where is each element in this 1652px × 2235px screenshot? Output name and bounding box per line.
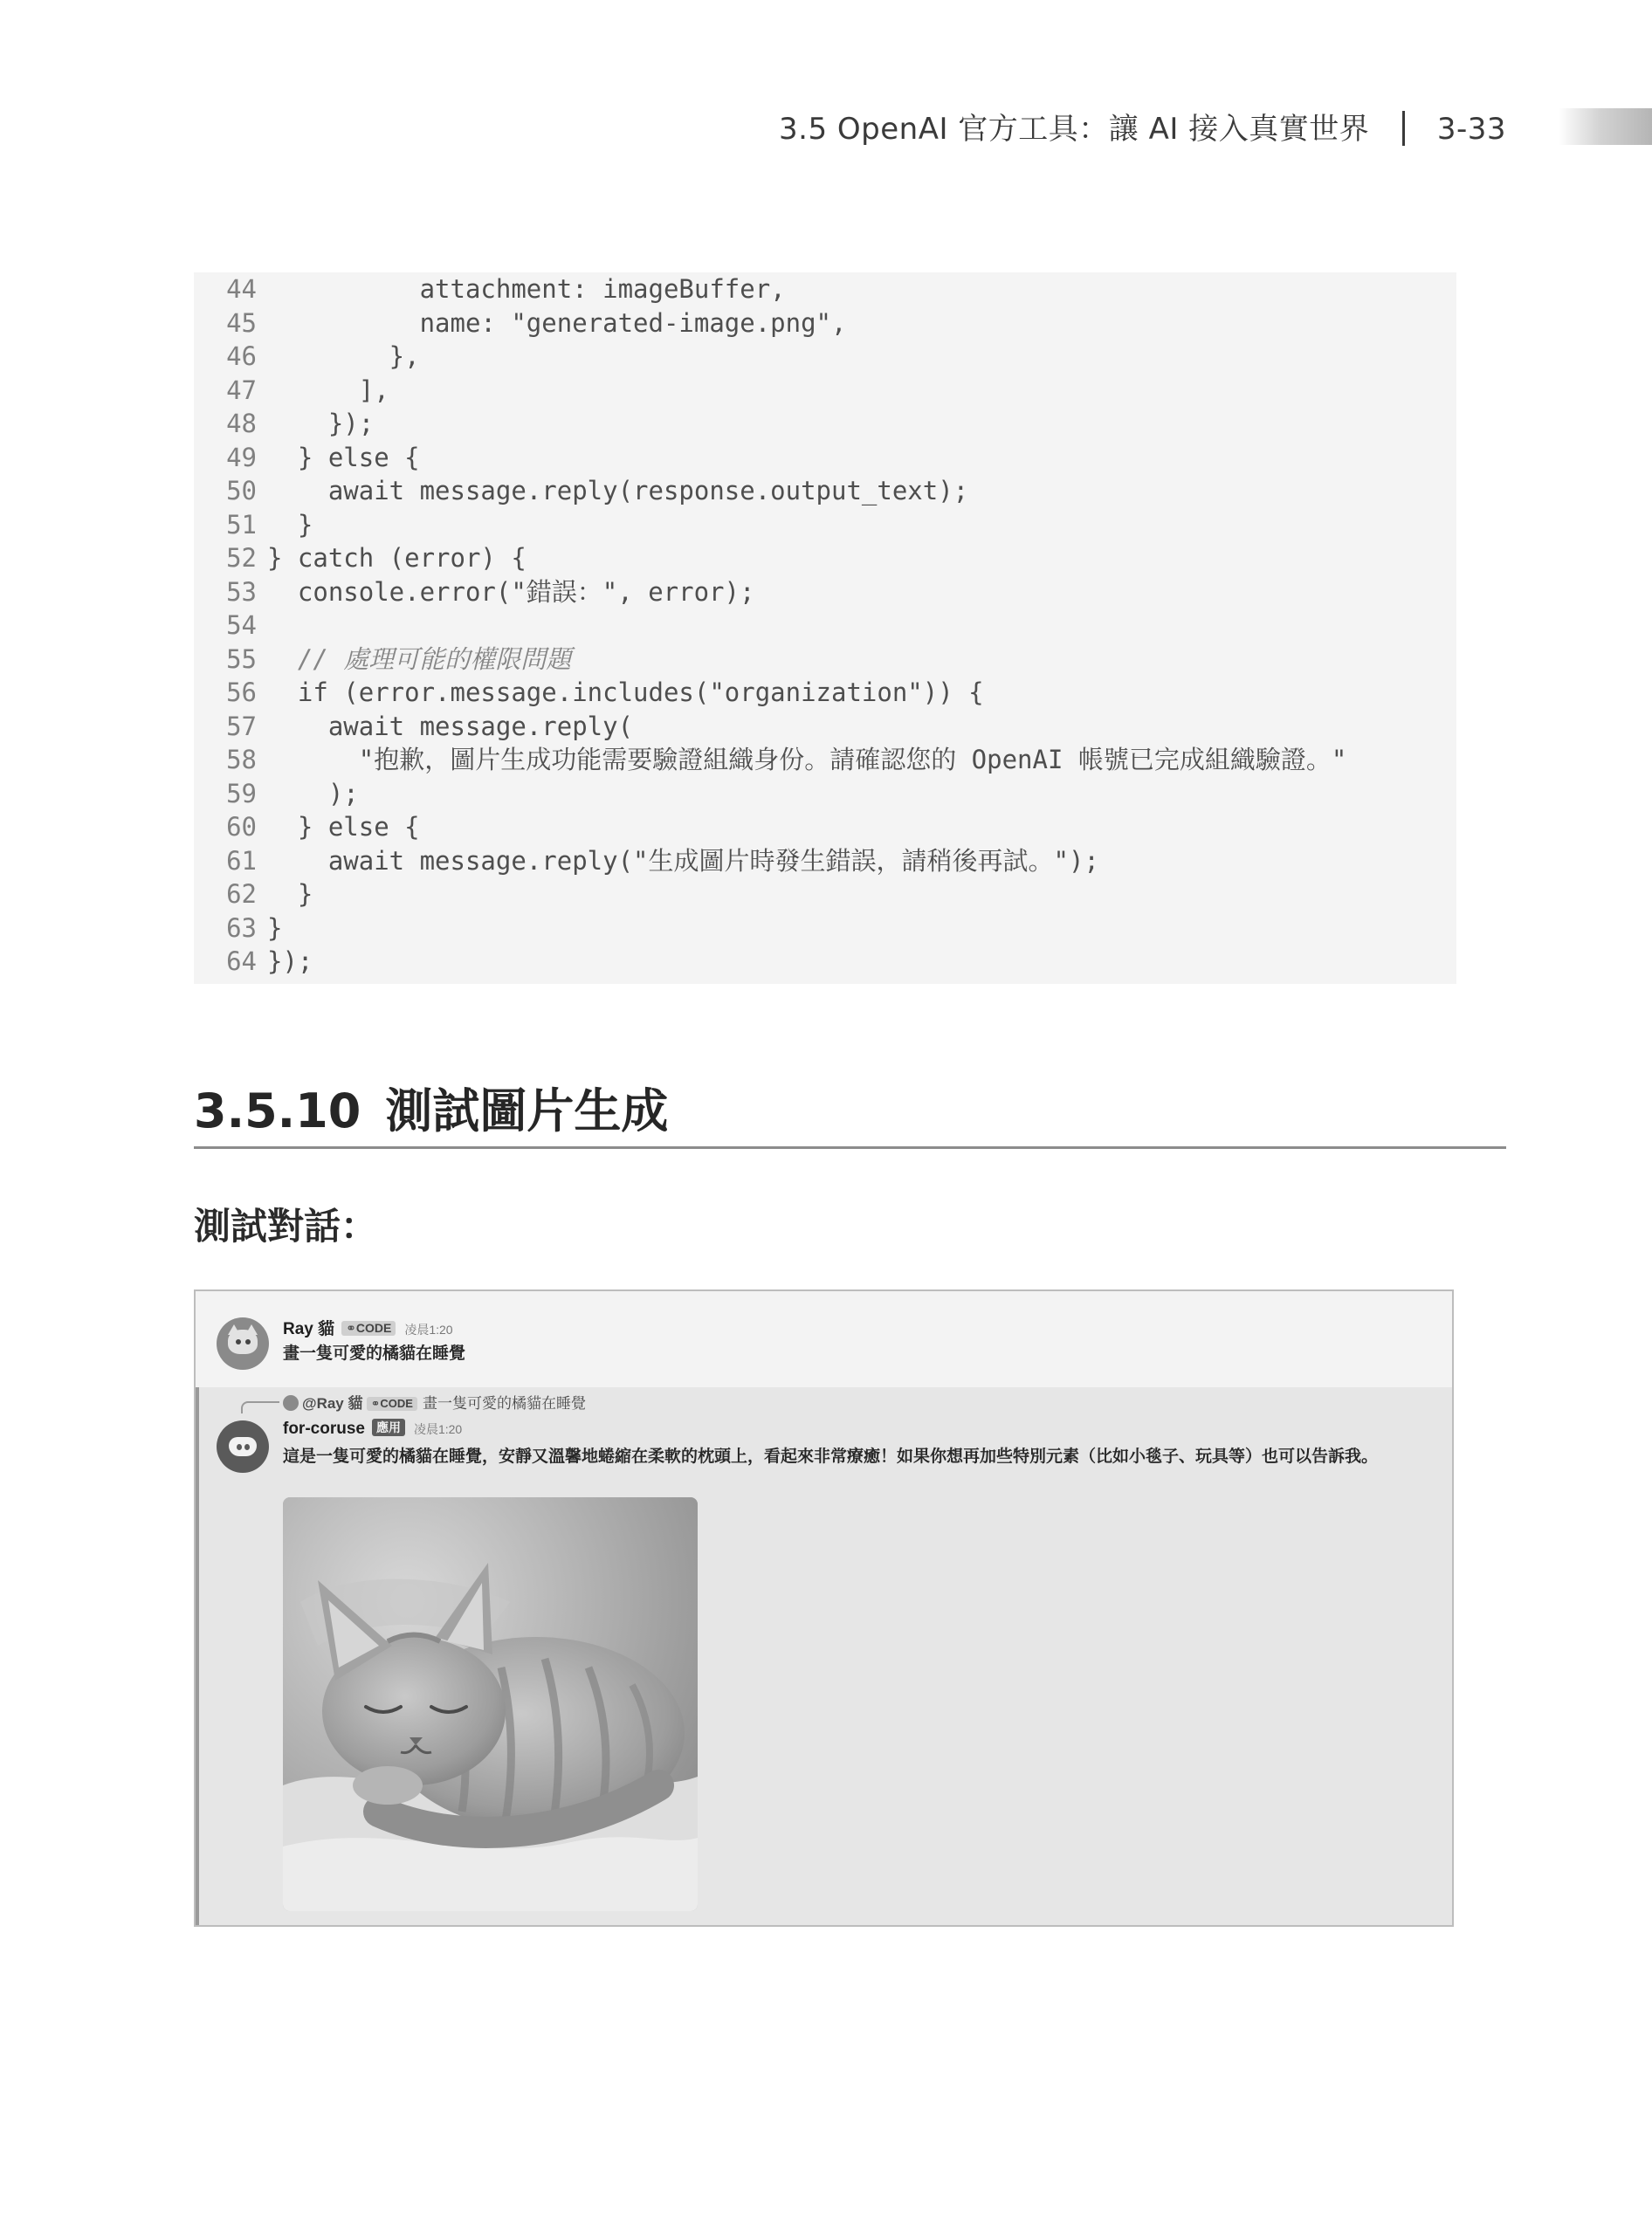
user-name[interactable]: Ray 貓 bbox=[283, 1320, 335, 1338]
user-avatar[interactable] bbox=[217, 1317, 269, 1370]
reply-avatar-icon bbox=[283, 1395, 299, 1411]
code-text: }); bbox=[267, 409, 375, 438]
code-line bbox=[194, 407, 374, 440]
sleeping-cat-illustration bbox=[283, 1497, 698, 1911]
bot-timestamp: 凌晨1:20 bbox=[413, 1422, 463, 1436]
line-number: 44 bbox=[226, 274, 257, 304]
page-number: 3-33 bbox=[1436, 112, 1506, 147]
bot-message-text: 這是一隻可愛的橘貓在睡覺，安靜又溫馨地蜷縮在柔軟的枕頭上，看起來非常療癒！如果你想再加些特別元素（比如小毯子、玩具等）也可以告訴我。 bbox=[283, 1448, 1379, 1466]
line-number: 48 bbox=[226, 409, 257, 438]
discord-logo-icon bbox=[229, 1437, 257, 1456]
code-text: await message.reply(response.output_text); bbox=[267, 476, 969, 505]
code-text: if (error.message.includes("organization")) { bbox=[267, 677, 984, 707]
user-message-text: 畫一隻可愛的橘貓在睡覺 bbox=[283, 1344, 466, 1363]
line-number: 56 bbox=[226, 677, 257, 707]
line-number: 45 bbox=[226, 307, 257, 338]
code-text: } bbox=[267, 912, 283, 943]
code-line bbox=[194, 945, 313, 978]
section-heading bbox=[194, 1074, 668, 1141]
code-line bbox=[194, 710, 633, 743]
code-text: await message.reply("生成圖片時發生錯誤，請稍後再試。"); bbox=[267, 845, 1099, 876]
running-header-separator bbox=[1402, 111, 1405, 146]
code-line bbox=[194, 441, 420, 474]
code-line bbox=[194, 340, 420, 373]
line-number: 47 bbox=[226, 375, 257, 405]
user-author-line bbox=[283, 1316, 453, 1339]
code-line bbox=[194, 575, 754, 609]
reply-badge: ⚭CODE bbox=[367, 1397, 417, 1411]
code-line bbox=[194, 508, 313, 541]
message-highlight-bar bbox=[196, 1387, 199, 1927]
code-text: ); bbox=[267, 778, 359, 808]
line-number: 51 bbox=[226, 509, 257, 540]
line-number: 50 bbox=[226, 476, 257, 505]
code-line bbox=[194, 844, 1099, 877]
running-header bbox=[0, 105, 1506, 148]
code-line bbox=[194, 777, 359, 810]
line-number: 60 bbox=[226, 812, 257, 842]
user-badge: ⚭CODE bbox=[341, 1321, 396, 1336]
code-text: name: "generated-image.png", bbox=[267, 307, 847, 338]
section-number: 3.5.10 bbox=[194, 1083, 361, 1138]
code-text: await message.reply( bbox=[267, 711, 634, 741]
line-number: 54 bbox=[226, 610, 257, 640]
code-line bbox=[194, 306, 846, 340]
chapter-edge-tab bbox=[1559, 108, 1652, 145]
section-rule bbox=[194, 1146, 1506, 1149]
line-number: 52 bbox=[226, 543, 257, 573]
code-line bbox=[194, 374, 389, 407]
code-text: ], bbox=[267, 375, 389, 405]
line-number: 53 bbox=[226, 576, 257, 607]
code-text: }); bbox=[267, 946, 313, 976]
code-text: }, bbox=[267, 341, 420, 371]
bot-author-line bbox=[283, 1419, 462, 1439]
discord-logo-eye bbox=[244, 1444, 250, 1450]
bot-name[interactable]: for-coruse bbox=[283, 1420, 365, 1438]
user-timestamp: 凌晨1:20 bbox=[404, 1323, 453, 1337]
code-line bbox=[194, 743, 1346, 776]
code-line bbox=[194, 609, 267, 642]
cat-face-icon bbox=[228, 1330, 258, 1354]
generated-cat-image[interactable] bbox=[283, 1497, 698, 1911]
code-block bbox=[194, 272, 1456, 984]
reply-text: 畫一隻可愛的橘貓在睡覺 bbox=[422, 1395, 586, 1412]
code-line bbox=[194, 643, 571, 676]
reply-reference[interactable] bbox=[283, 1391, 586, 1413]
section-title: 測試圖片生成 bbox=[385, 1083, 669, 1138]
discord-logo-eye bbox=[237, 1444, 242, 1450]
code-text bbox=[257, 610, 267, 640]
line-number: 62 bbox=[226, 879, 257, 909]
code-text: } else { bbox=[267, 442, 420, 472]
line-number: 46 bbox=[226, 341, 257, 371]
reply-mention: @Ray 貓 bbox=[302, 1395, 363, 1412]
code-line bbox=[194, 911, 282, 945]
code-line bbox=[194, 676, 984, 709]
code-line bbox=[194, 541, 527, 574]
running-header-section: 3.5 bbox=[779, 112, 828, 147]
code-text: } bbox=[267, 509, 313, 540]
code-line bbox=[194, 810, 420, 843]
line-number: 49 bbox=[226, 442, 257, 472]
bot-avatar[interactable] bbox=[217, 1420, 269, 1473]
line-number: 63 bbox=[226, 912, 257, 943]
code-line bbox=[194, 877, 313, 911]
code-line bbox=[194, 272, 786, 306]
code-text: } catch (error) { bbox=[267, 543, 527, 573]
line-number: 64 bbox=[226, 946, 257, 976]
app-badge: 應用 bbox=[372, 1419, 405, 1436]
sub-heading: 測試對話： bbox=[194, 1205, 378, 1248]
line-number: 57 bbox=[226, 711, 257, 741]
cat-eye-icon bbox=[245, 1339, 251, 1344]
line-number: 55 bbox=[226, 643, 257, 674]
line-number: 59 bbox=[226, 778, 257, 808]
line-number: 61 bbox=[226, 845, 257, 876]
chat-screenshot bbox=[194, 1289, 1454, 1927]
code-line bbox=[194, 474, 968, 507]
code-text: } bbox=[267, 879, 313, 909]
cat-eye-icon bbox=[236, 1339, 241, 1344]
code-text: attachment: imageBuffer, bbox=[267, 274, 786, 304]
line-number: 58 bbox=[226, 745, 257, 774]
running-header-title: OpenAI 官方工具：讓 AI 接入真實世界 bbox=[836, 112, 1370, 147]
code-text: "抱歉，圖片生成功能需要驗證組織身份。請確認您的 OpenAI 帳號已完成組織驗證。" bbox=[267, 745, 1347, 774]
user-message bbox=[196, 1291, 1452, 1387]
code-text: } else { bbox=[267, 812, 420, 842]
reply-connector bbox=[241, 1401, 279, 1413]
code-comment: // 處理可能的權限問題 bbox=[267, 643, 572, 674]
code-text: console.error("錯誤：", error); bbox=[267, 576, 755, 607]
